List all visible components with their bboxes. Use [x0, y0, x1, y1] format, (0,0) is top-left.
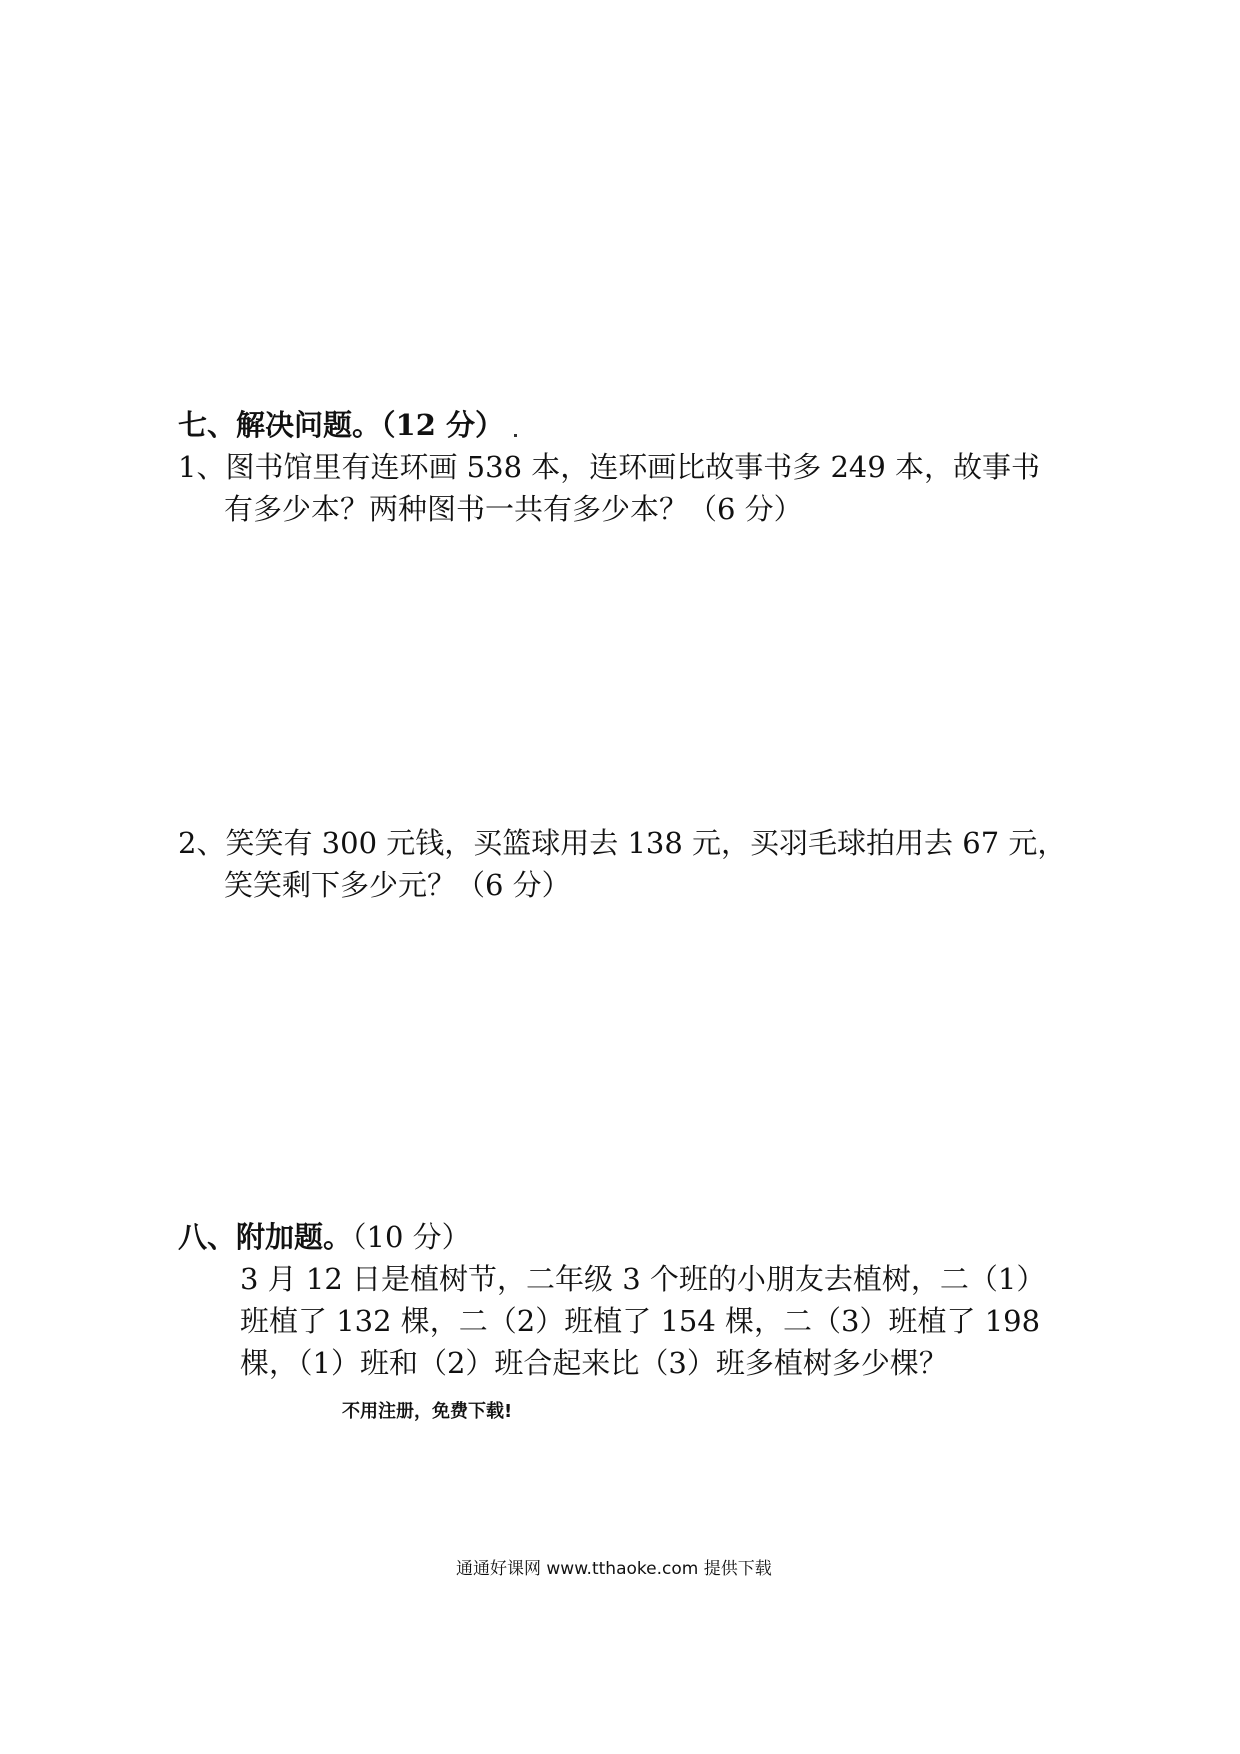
section7-score: （12 分） — [381, 408, 504, 442]
bonus-line2: 班植了 132 棵，二（2）班植了 154 棵，二（3）班植了 198 — [240, 1304, 1041, 1338]
section7-title: 七、解决问题。 — [178, 408, 382, 442]
bonus-line3: 棵，（1）班和（2）班合起来比（3）班多植树多少棵？ — [240, 1346, 948, 1380]
q1-line2: 有多少本？两种图书一共有多少本？（6 分） — [224, 492, 803, 526]
footer-text: 通通好课网 www.tthaoke.com 提供下载 — [456, 1559, 772, 1579]
stray-mark — [514, 434, 517, 437]
section8-score: （10 分） — [352, 1220, 471, 1254]
section8-heading — [178, 1217, 471, 1257]
promo-text: 不用注册，免费下载! — [342, 1401, 513, 1422]
section8-title: 八、附加题。 — [178, 1220, 353, 1254]
q2-line2: 笑笑剩下多少元？（6 分） — [224, 868, 571, 902]
q1-line1: 1、图书馆里有连环画 538 本，连环画比故事书多 249 本，故事书 — [178, 450, 1041, 484]
bonus-line1: 3 月 12 日是植树节，二年级 3 个班的小朋友去植树，二（1） — [240, 1262, 1046, 1296]
q2-line1: 2、笑笑有 300 元钱，买篮球用去 138 元，买羽毛球拍用去 67 元， — [178, 826, 1067, 860]
section7-heading — [178, 405, 504, 445]
